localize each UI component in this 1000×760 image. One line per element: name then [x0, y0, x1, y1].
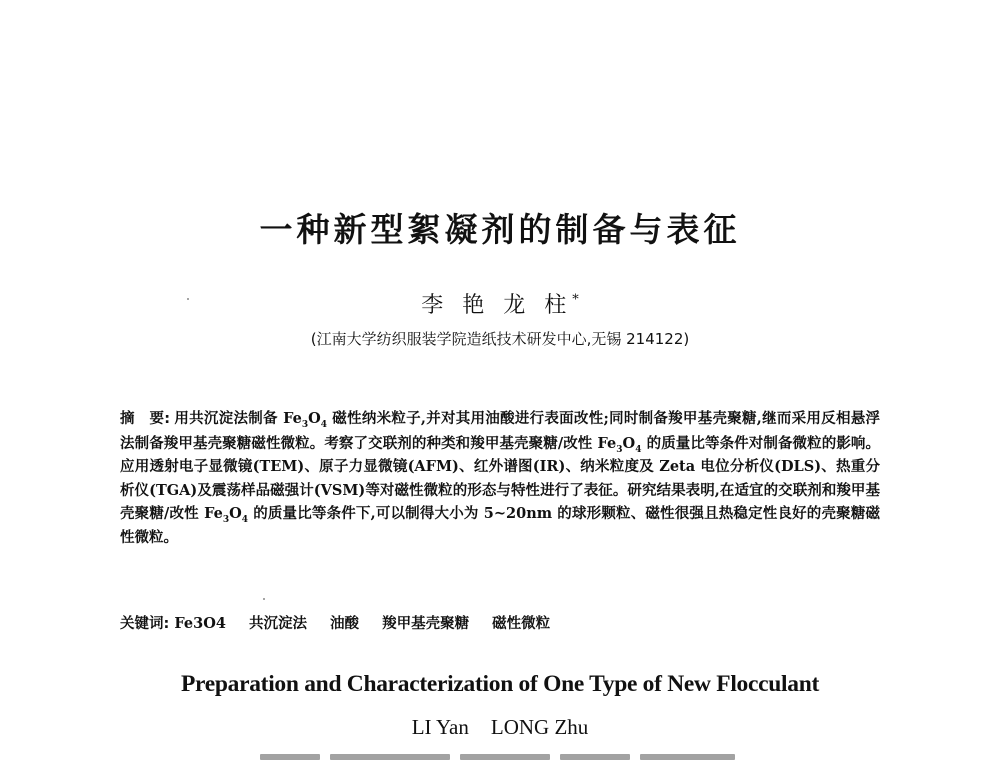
abstract-sub-5: 3	[222, 514, 230, 525]
cropped-text-fragment	[560, 754, 630, 760]
abstract-part-1: 用共沉淀法制备 Fe	[174, 410, 302, 427]
keywords-cn	[120, 612, 880, 633]
abstract-sub-3: 3	[616, 444, 623, 455]
abstract-cn	[120, 407, 880, 549]
affiliation-en-cropped	[260, 752, 740, 760]
abstract-sub-1: 3	[301, 419, 309, 430]
keyword-4: 羧甲基壳聚糖	[382, 615, 470, 632]
keyword-5: 磁性微粒	[492, 615, 551, 632]
authors-cn-names: 李 艳 龙 柱	[421, 293, 573, 318]
keyword-2: 共沉淀法	[248, 615, 307, 632]
abstract-part-4: O	[622, 434, 636, 452]
scan-speck	[263, 598, 265, 600]
abstract-sub-2: 4	[320, 419, 327, 430]
paper-title-en: Preparation and Characterization of One Type of New Flocculant	[180, 671, 820, 697]
paper-title-cn: 一种新型絮凝剂的制备与表征	[259, 210, 741, 249]
abstract-part-6: O	[229, 505, 242, 522]
keywords-label: 关键词:	[120, 616, 170, 632]
corresponding-author-mark: *	[572, 292, 579, 308]
abstract-part-5: 的质量比等条件对制备微粒的影响。应用透射电子显微镜(TEM)、原子力显微镜(AFM)、红外谱图(IR)、纳米粒度及 Zeta 电位分析仪(DLS)、热重分析仪(TGA)及震荡样品磁强计(VSM)等对磁性微粒的形态与特性进行了表征。研究结果表明,在适宜的交联剂和羧甲基壳聚糖/改性 Fe	[120, 434, 881, 522]
abstract-part-7: 的质量比等条件下,可以制得大小为 5~20nm 的球形颗粒、磁性很强且热稳定性良好的壳聚糖磁性微粒。	[120, 505, 880, 546]
scan-speck	[187, 298, 189, 300]
cropped-text-fragment	[260, 754, 320, 760]
abstract-part-2: O	[308, 410, 321, 427]
abstract-part-3: 磁性纳米粒子,并对其用油酸进行表面改性;同时制备羧甲基壳聚糖,继而采用反相悬浮法制备羧甲基壳聚糖磁性微粒。考察了交联剂的种类和羧甲基壳聚糖/改性 Fe	[120, 410, 880, 452]
authors-cn	[0, 288, 1000, 319]
cropped-text-fragment	[640, 754, 735, 760]
authors-en	[0, 715, 1000, 740]
abstract-label: 摘 要:	[120, 411, 171, 427]
abstract-sub-6: 4	[241, 514, 248, 525]
keyword-1: Fe3O4	[174, 615, 226, 632]
abstract-sub-4: 4	[635, 444, 642, 455]
author-en-1: LI Yan	[411, 715, 469, 739]
cropped-text-fragment	[330, 754, 450, 760]
keyword-3: 油酸	[330, 615, 360, 632]
affiliation-cn: (江南大学纺织服装学院造纸技术研发中心,无锡 214122)	[310, 330, 690, 348]
cropped-text-fragment	[460, 754, 550, 760]
author-en-2: LONG Zhu	[490, 715, 589, 739]
